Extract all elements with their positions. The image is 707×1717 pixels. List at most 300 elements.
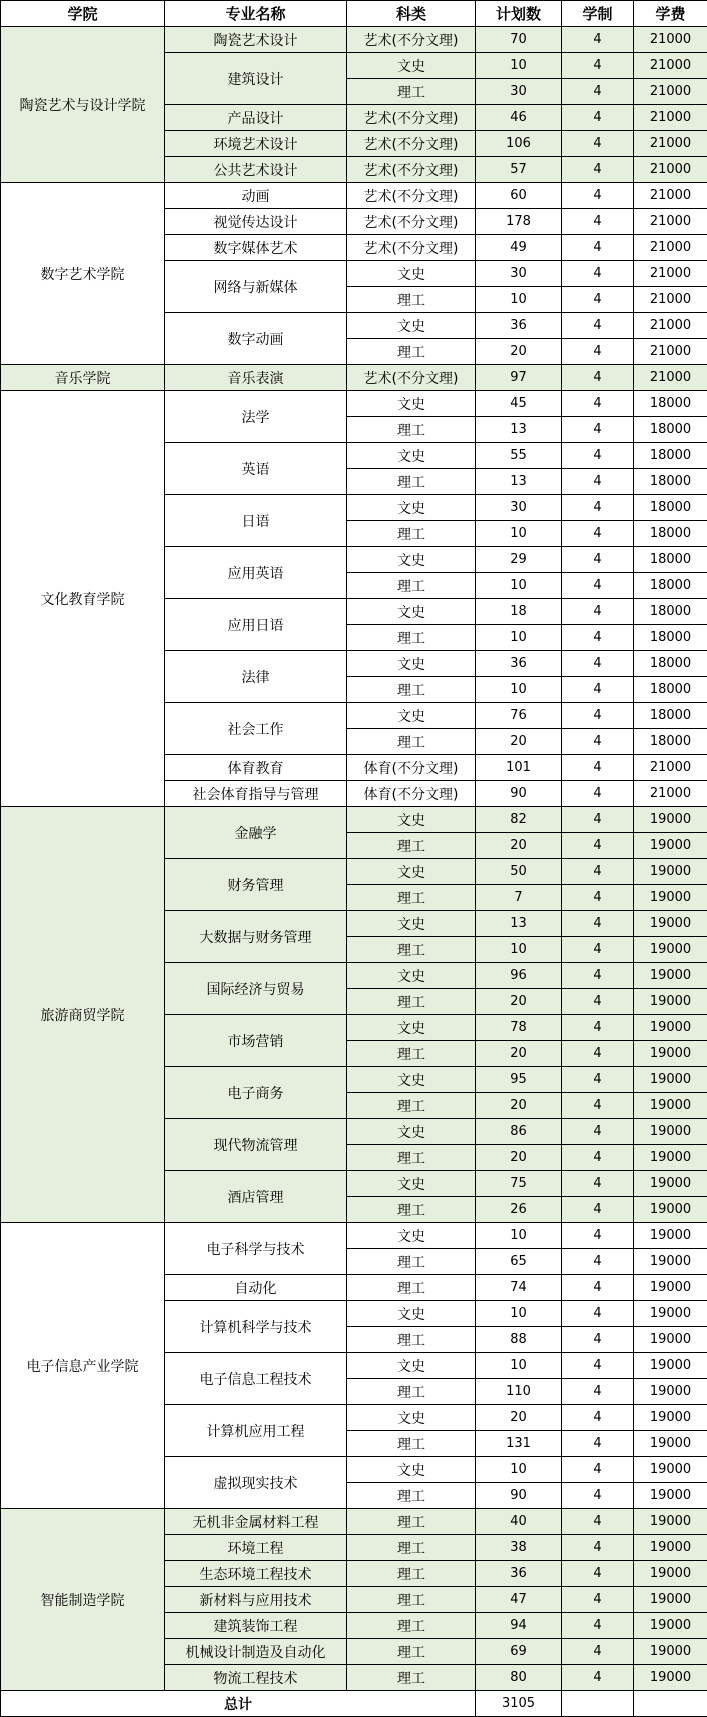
category-cell: 理工 xyxy=(347,1197,476,1223)
duration-cell: 4 xyxy=(562,1587,634,1613)
major-cell: 机械设计制造及自动化 xyxy=(165,1639,347,1665)
plan-count-cell: 36 xyxy=(476,1561,562,1587)
plan-count-cell: 80 xyxy=(476,1665,562,1691)
category-cell: 文史 xyxy=(347,261,476,287)
category-cell: 体育(不分文理) xyxy=(347,755,476,781)
major-cell: 产品设计 xyxy=(165,105,347,131)
category-cell: 文史 xyxy=(347,703,476,729)
plan-count-cell: 30 xyxy=(476,495,562,521)
plan-count-cell: 13 xyxy=(476,417,562,443)
category-cell: 文史 xyxy=(347,547,476,573)
tuition-cell: 19000 xyxy=(634,1275,707,1301)
tuition-cell: 18000 xyxy=(634,599,707,625)
duration-cell: 4 xyxy=(562,755,634,781)
major-cell: 应用英语 xyxy=(165,547,347,599)
header-tuition: 学费 xyxy=(634,1,707,27)
plan-count-cell: 55 xyxy=(476,443,562,469)
major-cell: 现代物流管理 xyxy=(165,1119,347,1171)
plan-count-cell: 10 xyxy=(476,1353,562,1379)
duration-cell: 4 xyxy=(562,807,634,833)
plan-count-cell: 36 xyxy=(476,313,562,339)
major-cell: 财务管理 xyxy=(165,859,347,911)
plan-count-cell: 70 xyxy=(476,27,562,53)
tuition-cell: 21000 xyxy=(634,365,707,391)
category-cell: 理工 xyxy=(347,625,476,651)
duration-cell: 4 xyxy=(562,651,634,677)
plan-count-cell: 40 xyxy=(476,1509,562,1535)
college-cell: 陶瓷艺术与设计学院 xyxy=(1,27,165,183)
tuition-cell: 21000 xyxy=(634,235,707,261)
category-cell: 理工 xyxy=(347,677,476,703)
table-row xyxy=(1,807,707,833)
duration-cell: 4 xyxy=(562,521,634,547)
category-cell: 理工 xyxy=(347,1093,476,1119)
duration-cell: 4 xyxy=(562,391,634,417)
plan-count-cell: 20 xyxy=(476,729,562,755)
plan-count-cell: 78 xyxy=(476,1015,562,1041)
plan-count-cell: 101 xyxy=(476,755,562,781)
duration-cell: 4 xyxy=(562,443,634,469)
plan-count-cell: 26 xyxy=(476,1197,562,1223)
major-cell: 国际经济与贸易 xyxy=(165,963,347,1015)
plan-count-cell: 131 xyxy=(476,1431,562,1457)
duration-cell: 4 xyxy=(562,1535,634,1561)
duration-cell: 4 xyxy=(562,781,634,807)
tuition-cell: 19000 xyxy=(634,1041,707,1067)
plan-count-cell: 20 xyxy=(476,989,562,1015)
table-row xyxy=(1,27,707,53)
duration-cell: 4 xyxy=(562,79,634,105)
plan-count-cell: 97 xyxy=(476,365,562,391)
tuition-cell: 21000 xyxy=(634,287,707,313)
tuition-cell: 21000 xyxy=(634,79,707,105)
category-cell: 文史 xyxy=(347,53,476,79)
plan-count-cell: 10 xyxy=(476,1301,562,1327)
duration-cell: 4 xyxy=(562,1431,634,1457)
major-cell: 金融学 xyxy=(165,807,347,859)
major-cell: 大数据与财务管理 xyxy=(165,911,347,963)
duration-cell: 4 xyxy=(562,469,634,495)
tuition-cell: 19000 xyxy=(634,911,707,937)
tuition-cell: 18000 xyxy=(634,469,707,495)
category-cell: 艺术(不分文理) xyxy=(347,157,476,183)
category-cell: 理工 xyxy=(347,729,476,755)
major-cell: 计算机应用工程 xyxy=(165,1405,347,1457)
plan-count-cell: 30 xyxy=(476,79,562,105)
duration-cell: 4 xyxy=(562,339,634,365)
major-cell: 体育教育 xyxy=(165,755,347,781)
duration-cell: 4 xyxy=(562,1405,634,1431)
plan-count-cell: 20 xyxy=(476,833,562,859)
plan-count-cell: 57 xyxy=(476,157,562,183)
major-cell: 虚拟现实技术 xyxy=(165,1457,347,1509)
duration-cell: 4 xyxy=(562,313,634,339)
major-cell: 音乐表演 xyxy=(165,365,347,391)
plan-count-cell: 30 xyxy=(476,261,562,287)
tuition-cell: 19000 xyxy=(634,1509,707,1535)
category-cell: 理工 xyxy=(347,573,476,599)
major-cell: 计算机科学与技术 xyxy=(165,1301,347,1353)
duration-cell: 4 xyxy=(562,53,634,79)
category-cell: 艺术(不分文理) xyxy=(347,235,476,261)
tuition-cell: 19000 xyxy=(634,1353,707,1379)
duration-cell: 4 xyxy=(562,1509,634,1535)
tuition-cell: 21000 xyxy=(634,209,707,235)
tuition-cell: 18000 xyxy=(634,547,707,573)
major-cell: 社会工作 xyxy=(165,703,347,755)
category-cell: 理工 xyxy=(347,287,476,313)
duration-cell: 4 xyxy=(562,1145,634,1171)
tuition-cell: 19000 xyxy=(634,1639,707,1665)
category-cell: 文史 xyxy=(347,911,476,937)
tuition-cell: 19000 xyxy=(634,859,707,885)
plan-count-cell: 88 xyxy=(476,1327,562,1353)
plan-count-cell: 29 xyxy=(476,547,562,573)
category-cell: 文史 xyxy=(347,1301,476,1327)
tuition-cell: 19000 xyxy=(634,1483,707,1509)
major-cell: 生态环境工程技术 xyxy=(165,1561,347,1587)
major-cell: 环境艺术设计 xyxy=(165,131,347,157)
plan-count-cell: 47 xyxy=(476,1587,562,1613)
plan-count-cell: 90 xyxy=(476,781,562,807)
tuition-cell: 18000 xyxy=(634,391,707,417)
category-cell: 理工 xyxy=(347,1665,476,1691)
tuition-cell: 18000 xyxy=(634,677,707,703)
tuition-cell: 21000 xyxy=(634,27,707,53)
plan-count-cell: 74 xyxy=(476,1275,562,1301)
plan-count-cell: 90 xyxy=(476,1483,562,1509)
plan-count-cell: 10 xyxy=(476,53,562,79)
table-row xyxy=(1,391,707,417)
tuition-cell: 19000 xyxy=(634,885,707,911)
duration-cell: 4 xyxy=(562,1379,634,1405)
college-cell: 数字艺术学院 xyxy=(1,183,165,365)
duration-cell: 4 xyxy=(562,1067,634,1093)
major-cell: 电子商务 xyxy=(165,1067,347,1119)
tuition-cell: 19000 xyxy=(634,1431,707,1457)
major-cell: 市场营销 xyxy=(165,1015,347,1067)
header-plan-count: 计划数 xyxy=(476,1,562,27)
category-cell: 理工 xyxy=(347,1041,476,1067)
plan-count-cell: 7 xyxy=(476,885,562,911)
duration-cell: 4 xyxy=(562,1639,634,1665)
tuition-cell: 21000 xyxy=(634,157,707,183)
duration-cell: 4 xyxy=(562,1197,634,1223)
category-cell: 文史 xyxy=(347,1067,476,1093)
major-cell: 日语 xyxy=(165,495,347,547)
duration-cell: 4 xyxy=(562,729,634,755)
duration-cell: 4 xyxy=(562,703,634,729)
tuition-cell: 19000 xyxy=(634,1197,707,1223)
category-cell: 艺术(不分文理) xyxy=(347,105,476,131)
category-cell: 体育(不分文理) xyxy=(347,781,476,807)
category-cell: 艺术(不分文理) xyxy=(347,183,476,209)
tuition-cell: 18000 xyxy=(634,521,707,547)
tuition-cell: 21000 xyxy=(634,53,707,79)
plan-count-cell: 178 xyxy=(476,209,562,235)
duration-cell: 4 xyxy=(562,1327,634,1353)
table-body xyxy=(1,27,707,1691)
tuition-cell: 19000 xyxy=(634,1171,707,1197)
tuition-cell: 19000 xyxy=(634,1405,707,1431)
duration-cell: 4 xyxy=(562,1561,634,1587)
tuition-cell: 18000 xyxy=(634,703,707,729)
plan-count-cell: 10 xyxy=(476,573,562,599)
major-cell: 环境工程 xyxy=(165,1535,347,1561)
category-cell: 理工 xyxy=(347,833,476,859)
tuition-cell: 19000 xyxy=(634,807,707,833)
major-cell: 物流工程技术 xyxy=(165,1665,347,1691)
plan-count-cell: 13 xyxy=(476,911,562,937)
category-cell: 理工 xyxy=(347,1379,476,1405)
category-cell: 文史 xyxy=(347,807,476,833)
major-cell: 电子科学与技术 xyxy=(165,1223,347,1275)
plan-count-cell: 94 xyxy=(476,1613,562,1639)
category-cell: 文史 xyxy=(347,1457,476,1483)
major-cell: 建筑装饰工程 xyxy=(165,1613,347,1639)
duration-cell: 4 xyxy=(562,183,634,209)
plan-count-cell: 46 xyxy=(476,105,562,131)
category-cell: 文史 xyxy=(347,1119,476,1145)
duration-cell: 4 xyxy=(562,859,634,885)
tuition-cell: 21000 xyxy=(634,755,707,781)
header-major: 专业名称 xyxy=(165,1,347,27)
major-cell: 法学 xyxy=(165,391,347,443)
table-row xyxy=(1,1223,707,1249)
category-cell: 理工 xyxy=(347,1639,476,1665)
major-cell: 视觉传达设计 xyxy=(165,209,347,235)
duration-cell: 4 xyxy=(562,1353,634,1379)
tuition-cell: 19000 xyxy=(634,1119,707,1145)
tuition-cell: 19000 xyxy=(634,1587,707,1613)
table-row xyxy=(1,365,707,391)
tuition-cell: 19000 xyxy=(634,1379,707,1405)
plan-count-cell: 49 xyxy=(476,235,562,261)
tuition-cell: 19000 xyxy=(634,1327,707,1353)
tuition-cell: 19000 xyxy=(634,1613,707,1639)
plan-count-cell: 10 xyxy=(476,625,562,651)
tuition-cell: 18000 xyxy=(634,625,707,651)
major-cell: 无机非金属材料工程 xyxy=(165,1509,347,1535)
total-empty-cell xyxy=(634,1691,707,1717)
college-cell: 智能制造学院 xyxy=(1,1509,165,1691)
tuition-cell: 19000 xyxy=(634,1223,707,1249)
tuition-cell: 18000 xyxy=(634,495,707,521)
plan-count-cell: 69 xyxy=(476,1639,562,1665)
plan-count-cell: 110 xyxy=(476,1379,562,1405)
plan-count-cell: 86 xyxy=(476,1119,562,1145)
category-cell: 理工 xyxy=(347,1431,476,1457)
duration-cell: 4 xyxy=(562,911,634,937)
category-cell: 文史 xyxy=(347,1405,476,1431)
category-cell: 艺术(不分文理) xyxy=(347,131,476,157)
category-cell: 理工 xyxy=(347,79,476,105)
tuition-cell: 19000 xyxy=(634,1457,707,1483)
major-cell: 英语 xyxy=(165,443,347,495)
tuition-cell: 19000 xyxy=(634,1145,707,1171)
category-cell: 艺术(不分文理) xyxy=(347,209,476,235)
total-plan: 3105 xyxy=(476,1691,562,1717)
tuition-cell: 21000 xyxy=(634,313,707,339)
duration-cell: 4 xyxy=(562,365,634,391)
major-cell: 电子信息工程技术 xyxy=(165,1353,347,1405)
duration-cell: 4 xyxy=(562,937,634,963)
category-cell: 理工 xyxy=(347,521,476,547)
plan-count-cell: 20 xyxy=(476,1041,562,1067)
category-cell: 理工 xyxy=(347,989,476,1015)
header-college: 学院 xyxy=(1,1,165,27)
tuition-cell: 18000 xyxy=(634,573,707,599)
college-cell: 电子信息产业学院 xyxy=(1,1223,165,1509)
table-row xyxy=(1,1509,707,1535)
tuition-cell: 18000 xyxy=(634,417,707,443)
plan-count-cell: 76 xyxy=(476,703,562,729)
plan-count-cell: 60 xyxy=(476,183,562,209)
category-cell: 文史 xyxy=(347,391,476,417)
duration-cell: 4 xyxy=(562,1249,634,1275)
duration-cell: 4 xyxy=(562,1275,634,1301)
duration-cell: 4 xyxy=(562,1015,634,1041)
duration-cell: 4 xyxy=(562,1457,634,1483)
total-empty-cell xyxy=(562,1691,634,1717)
tuition-cell: 19000 xyxy=(634,1561,707,1587)
category-cell: 文史 xyxy=(347,495,476,521)
category-cell: 理工 xyxy=(347,1561,476,1587)
tuition-cell: 18000 xyxy=(634,651,707,677)
tuition-cell: 19000 xyxy=(634,989,707,1015)
duration-cell: 4 xyxy=(562,1171,634,1197)
plan-count-cell: 10 xyxy=(476,287,562,313)
duration-cell: 4 xyxy=(562,1041,634,1067)
category-cell: 理工 xyxy=(347,1535,476,1561)
duration-cell: 4 xyxy=(562,105,634,131)
major-cell: 社会体育指导与管理 xyxy=(165,781,347,807)
category-cell: 理工 xyxy=(347,1587,476,1613)
major-cell: 应用日语 xyxy=(165,599,347,651)
tuition-cell: 21000 xyxy=(634,105,707,131)
duration-cell: 4 xyxy=(562,131,634,157)
duration-cell: 4 xyxy=(562,1665,634,1691)
plan-count-cell: 18 xyxy=(476,599,562,625)
duration-cell: 4 xyxy=(562,833,634,859)
tuition-cell: 19000 xyxy=(634,833,707,859)
plan-count-cell: 20 xyxy=(476,1405,562,1431)
duration-cell: 4 xyxy=(562,573,634,599)
major-cell: 数字媒体艺术 xyxy=(165,235,347,261)
category-cell: 理工 xyxy=(347,1275,476,1301)
category-cell: 文史 xyxy=(347,1353,476,1379)
tuition-cell: 19000 xyxy=(634,1535,707,1561)
duration-cell: 4 xyxy=(562,157,634,183)
major-cell: 酒店管理 xyxy=(165,1171,347,1223)
plan-count-cell: 75 xyxy=(476,1171,562,1197)
duration-cell: 4 xyxy=(562,1613,634,1639)
category-cell: 理工 xyxy=(347,1145,476,1171)
duration-cell: 4 xyxy=(562,989,634,1015)
plan-count-cell: 10 xyxy=(476,677,562,703)
tuition-cell: 19000 xyxy=(634,937,707,963)
major-cell: 公共艺术设计 xyxy=(165,157,347,183)
category-cell: 文史 xyxy=(347,1171,476,1197)
category-cell: 理工 xyxy=(347,937,476,963)
plan-count-cell: 36 xyxy=(476,651,562,677)
plan-count-cell: 20 xyxy=(476,1093,562,1119)
tuition-cell: 19000 xyxy=(634,963,707,989)
duration-cell: 4 xyxy=(562,27,634,53)
plan-count-cell: 82 xyxy=(476,807,562,833)
duration-cell: 4 xyxy=(562,1483,634,1509)
duration-cell: 4 xyxy=(562,1301,634,1327)
duration-cell: 4 xyxy=(562,261,634,287)
tuition-cell: 21000 xyxy=(634,131,707,157)
plan-count-cell: 65 xyxy=(476,1249,562,1275)
tuition-cell: 21000 xyxy=(634,781,707,807)
duration-cell: 4 xyxy=(562,547,634,573)
duration-cell: 4 xyxy=(562,287,634,313)
plan-count-cell: 20 xyxy=(476,1145,562,1171)
header-category: 科类 xyxy=(347,1,476,27)
duration-cell: 4 xyxy=(562,495,634,521)
category-cell: 理工 xyxy=(347,1509,476,1535)
college-cell: 音乐学院 xyxy=(1,365,165,391)
total-row xyxy=(1,1691,707,1717)
category-cell: 文史 xyxy=(347,313,476,339)
total-label: 总计 xyxy=(1,1691,476,1717)
category-cell: 理工 xyxy=(347,1249,476,1275)
plan-count-cell: 50 xyxy=(476,859,562,885)
category-cell: 文史 xyxy=(347,443,476,469)
category-cell: 理工 xyxy=(347,469,476,495)
header-row xyxy=(1,1,707,27)
category-cell: 理工 xyxy=(347,417,476,443)
tuition-cell: 19000 xyxy=(634,1067,707,1093)
category-cell: 文史 xyxy=(347,599,476,625)
tuition-cell: 19000 xyxy=(634,1093,707,1119)
major-cell: 网络与新媒体 xyxy=(165,261,347,313)
major-cell: 自动化 xyxy=(165,1275,347,1301)
tuition-cell: 21000 xyxy=(634,261,707,287)
duration-cell: 4 xyxy=(562,963,634,989)
category-cell: 艺术(不分文理) xyxy=(347,27,476,53)
plan-count-cell: 38 xyxy=(476,1535,562,1561)
duration-cell: 4 xyxy=(562,209,634,235)
duration-cell: 4 xyxy=(562,599,634,625)
header-duration: 学制 xyxy=(562,1,634,27)
category-cell: 理工 xyxy=(347,885,476,911)
category-cell: 文史 xyxy=(347,1223,476,1249)
duration-cell: 4 xyxy=(562,1119,634,1145)
tuition-cell: 19000 xyxy=(634,1665,707,1691)
category-cell: 文史 xyxy=(347,859,476,885)
tuition-cell: 19000 xyxy=(634,1249,707,1275)
duration-cell: 4 xyxy=(562,885,634,911)
major-cell: 陶瓷艺术设计 xyxy=(165,27,347,53)
category-cell: 文史 xyxy=(347,651,476,677)
tuition-cell: 21000 xyxy=(634,339,707,365)
plan-count-cell: 10 xyxy=(476,937,562,963)
category-cell: 文史 xyxy=(347,963,476,989)
major-cell: 建筑设计 xyxy=(165,53,347,105)
duration-cell: 4 xyxy=(562,235,634,261)
plan-count-cell: 95 xyxy=(476,1067,562,1093)
table-row xyxy=(1,183,707,209)
category-cell: 文史 xyxy=(347,1015,476,1041)
duration-cell: 4 xyxy=(562,1223,634,1249)
tuition-cell: 19000 xyxy=(634,1301,707,1327)
category-cell: 理工 xyxy=(347,1613,476,1639)
major-cell: 法律 xyxy=(165,651,347,703)
major-cell: 动画 xyxy=(165,183,347,209)
